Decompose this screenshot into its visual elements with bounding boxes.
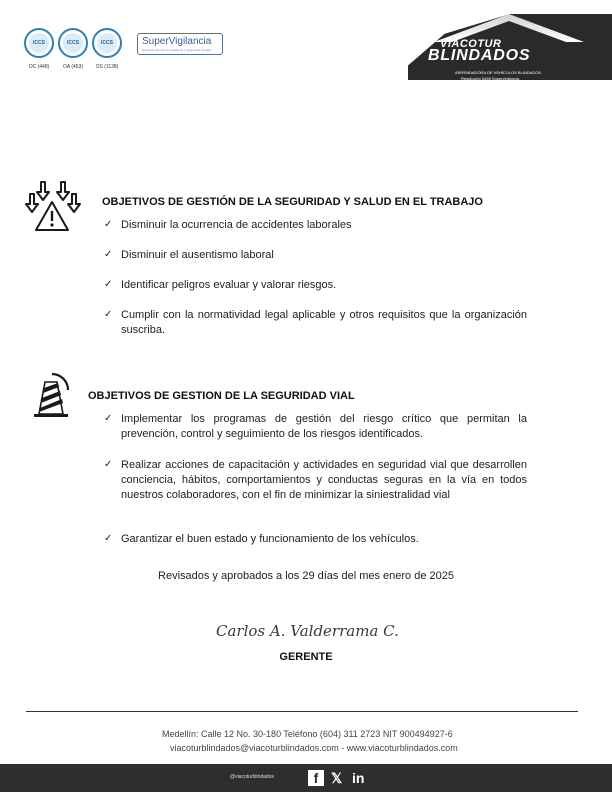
list-item: Implementar los programas de gestión del riesgo crítico que permitan la prevención, control y seguimiento de los riesgos identificados.: [121, 413, 527, 440]
hazard-arrows-warning-icon: [24, 180, 84, 232]
certification-code-3: OS (1138): [95, 64, 119, 70]
badge-label: ICCS: [63, 33, 83, 53]
list-item: Cumplir con la normatividad legal aplicable y otros requisitos que la organización suscriba.: [121, 309, 527, 336]
certification-badge-1: [24, 28, 54, 58]
signatory-role: GERENTE: [279, 651, 333, 663]
traffic-cone-icon: [30, 370, 78, 420]
supervigilancia-logo: [137, 33, 223, 55]
footer-address: Medellín: Calle 12 No. 30-180 Teléfono (604) 311 2723 NIT 900494927-6: [162, 729, 453, 739]
footer-bar: [0, 764, 612, 792]
certification-code-1: OC (448): [28, 64, 50, 70]
approval-text: Revisados y aprobados a los 29 días del mes enero de 2025: [158, 570, 454, 582]
supervigilancia-subtitle: Superintendencia de Vigilancia y Seguridad Privada: [142, 48, 211, 52]
section-title-seguridad-vial: OBJETIVOS DE GESTION DE LA SEGURIDAD VIAL: [88, 390, 355, 402]
certification-badge-2: [58, 28, 88, 58]
footer-divider: [26, 711, 578, 712]
twitter-icon[interactable]: 𝕏: [331, 770, 343, 786]
logo-line-1: VIACOTUR: [440, 38, 502, 50]
check-icon: ✓: [104, 309, 113, 320]
badge-label: ICCS: [97, 33, 117, 53]
check-icon: ✓: [104, 219, 113, 230]
footer-contact: viacoturblindados@viacoturblindados.com - www.viacoturblindados.com: [170, 743, 458, 753]
signature: Carlos A. Valderrama C.: [216, 622, 399, 640]
logo-line-4: Resolución 5489 Supervigilancia: [461, 76, 520, 81]
list-item: Garantizar el buen estado y funcionamiento de los vehículos.: [121, 533, 419, 545]
list-item: Disminuir el ausentismo laboral: [121, 249, 274, 261]
logo-line-3: ARRENDADORA DE VEHÍCULOS BLINDADOS: [455, 70, 542, 75]
badge-label: ICCS: [29, 33, 49, 53]
check-icon: ✓: [104, 533, 113, 544]
check-icon: ✓: [104, 249, 113, 260]
supervigilancia-name: SuperVigilancia: [142, 36, 212, 47]
check-icon: ✓: [104, 279, 113, 290]
logo-line-2: BLINDADOS: [428, 47, 531, 64]
check-icon: ✓: [104, 413, 113, 424]
list-item: Disminuir la ocurrencia de accidentes laborales: [121, 219, 352, 231]
list-item: Identificar peligros evaluar y valorar riesgos.: [121, 279, 337, 291]
social-handle: @viacoturblindados: [230, 774, 274, 780]
linkedin-icon[interactable]: in: [352, 770, 365, 786]
certification-badge-3: [92, 28, 122, 58]
list-item: Realizar acciones de capacitación y actividades en seguridad vial que desarrollen conciencia, hábitos, comportamientos y conductas seguras en la vía en todos nuestros colaboradores, con el fin de minimizar la siniestralidad vial: [121, 459, 527, 501]
section-title-sst: OBJETIVOS DE GESTIÓN DE LA SEGURIDAD Y SALUD EN EL TRABAJO: [102, 196, 483, 208]
check-icon: ✓: [104, 459, 113, 470]
certification-code-2: OA (453): [62, 64, 83, 70]
facebook-icon[interactable]: f: [308, 770, 324, 786]
